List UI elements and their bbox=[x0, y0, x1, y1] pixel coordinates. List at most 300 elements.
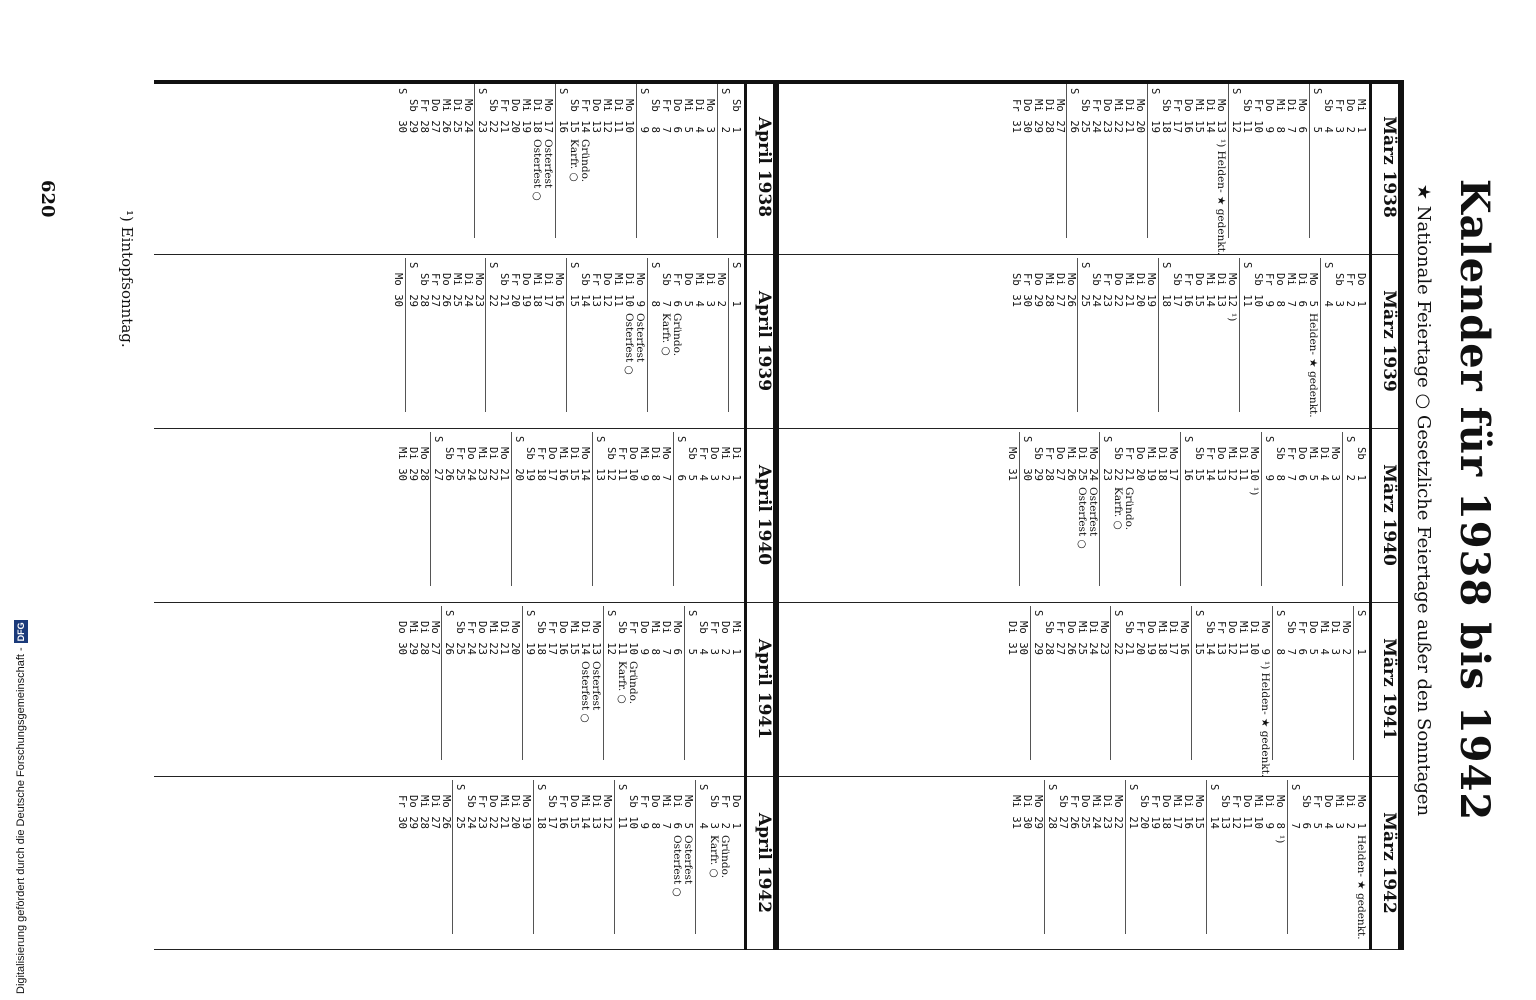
day-entry: S2 bbox=[1344, 436, 1356, 481]
day-entry: Sb26 bbox=[443, 447, 456, 481]
day-entry: Sb4 bbox=[1322, 99, 1334, 133]
day-entry: Mi7 bbox=[1285, 273, 1298, 307]
holiday-note: Osterfest bbox=[590, 661, 603, 711]
day-entry: Do6 bbox=[671, 99, 684, 133]
day-entry: Fr31 bbox=[1009, 99, 1022, 133]
day-entry: Do22 bbox=[1112, 273, 1125, 307]
day-entry: Mo24Osterfest bbox=[1086, 447, 1099, 537]
day-entry: Sb7Karfr. ○ bbox=[660, 273, 673, 356]
day-entry: S7 bbox=[1289, 784, 1301, 829]
day-entry: Do22 bbox=[487, 795, 500, 829]
day-entry: Mi15 bbox=[568, 621, 581, 655]
day-entry: Mo15 bbox=[1193, 795, 1206, 829]
day-entry: Fr30 bbox=[395, 795, 408, 829]
holiday-note: Osterfest bbox=[634, 313, 647, 363]
day-entry: Mo19 bbox=[520, 795, 533, 829]
day-entry: Do18 bbox=[1160, 795, 1173, 829]
day-entry: Fr2Gründo. bbox=[719, 795, 731, 879]
week-separator bbox=[1125, 780, 1126, 934]
day-entry: S11 bbox=[1241, 262, 1254, 307]
day-entry: Mi8 bbox=[1274, 99, 1287, 133]
day-entry: Di21 bbox=[1123, 99, 1136, 133]
month-heading: März 1938 bbox=[1379, 116, 1399, 218]
month-heading: April 1939 bbox=[754, 290, 774, 392]
page-title: Kalender für 1938 bis 1942 bbox=[1451, 178, 1498, 822]
day-entry: Do25 bbox=[1079, 795, 1092, 829]
week-separator bbox=[522, 606, 523, 760]
day-entry: Di9 bbox=[1263, 795, 1276, 829]
day-entry: Mi25 bbox=[1075, 621, 1088, 655]
day-entry: Sb8 bbox=[1274, 447, 1287, 481]
day-entry: Fr24 bbox=[465, 621, 478, 655]
calendar-grid bbox=[154, 80, 1404, 950]
day-entry: Sb1 bbox=[730, 99, 742, 133]
day-entry: S25 bbox=[454, 784, 467, 829]
day-entry: Di28 bbox=[417, 621, 430, 655]
day-entry: Do23 bbox=[476, 621, 489, 655]
week-separator bbox=[1147, 84, 1148, 238]
day-entry: Fr16 bbox=[1182, 273, 1195, 307]
day-entry: Sb28 bbox=[417, 273, 430, 307]
day-entry: S5 bbox=[1311, 88, 1323, 133]
day-entry: Mi29 bbox=[1031, 99, 1044, 133]
day-entry: S19 bbox=[1149, 88, 1162, 133]
day-entry: Mi18 bbox=[1156, 621, 1169, 655]
legend: ★ Nationale Feiertage ○ Gesetzliche Feiertage außer den Sonntagen bbox=[1413, 183, 1434, 817]
day-entry: Mi16 bbox=[557, 447, 570, 481]
day-entry: Do19 bbox=[1145, 621, 1158, 655]
day-entry: Fr10Gründo. bbox=[627, 621, 640, 705]
day-entry: Mi12 bbox=[1226, 447, 1239, 481]
day-entry: Mo13Osterfest bbox=[590, 621, 603, 711]
day-entry: S26 bbox=[1068, 88, 1081, 133]
day-entry: Do23 bbox=[1101, 99, 1114, 133]
page-number: 620 bbox=[37, 180, 58, 218]
week-separator bbox=[1261, 432, 1262, 586]
week-separator bbox=[647, 258, 648, 412]
day-entry: Do5 bbox=[1307, 621, 1320, 655]
day-entry: Fr3 bbox=[1333, 99, 1345, 133]
day-entry: Di15 bbox=[568, 447, 581, 481]
day-entry: Sb31 bbox=[1009, 273, 1022, 307]
day-entry: Di27 bbox=[1053, 273, 1066, 307]
day-entry: Sb20 bbox=[1138, 795, 1151, 829]
day-entry: Di17 bbox=[542, 273, 555, 307]
day-entry: Fr23 bbox=[476, 795, 489, 829]
day-entry: S13 bbox=[594, 436, 607, 481]
day-entry: Di24 bbox=[1086, 621, 1099, 655]
day-entry: Fr14Gründo. bbox=[579, 99, 592, 183]
holiday-note: Osterfest bbox=[682, 835, 695, 885]
day-entry: Mo24 bbox=[461, 99, 474, 133]
week-separator bbox=[1320, 258, 1321, 412]
day-entry: Mo5Osterfest bbox=[682, 795, 695, 885]
day-entry: Mo16 bbox=[1178, 621, 1191, 655]
day-entry: Mi2 bbox=[719, 447, 731, 481]
day-entry: Di21 bbox=[498, 621, 511, 655]
day-entry: Do19 bbox=[520, 273, 533, 307]
week-separator bbox=[1228, 84, 1229, 238]
week-separator bbox=[1353, 606, 1354, 760]
week-separator bbox=[1272, 606, 1273, 760]
day-entry: S4 bbox=[1322, 262, 1334, 307]
day-entry: Di18 bbox=[1156, 447, 1169, 481]
week-separator bbox=[636, 84, 637, 238]
day-entry: Di18Osterfest ○ bbox=[531, 99, 544, 201]
day-entry: Di20 bbox=[1134, 273, 1147, 307]
day-entry: Do1 bbox=[730, 795, 742, 829]
day-entry: Mi11 bbox=[1237, 621, 1250, 655]
day-entry: Do26 bbox=[1064, 621, 1077, 655]
day-entry: Fr28 bbox=[417, 99, 430, 133]
day-entry: Di11 bbox=[612, 99, 625, 133]
holiday-note: Osterfest bbox=[542, 139, 555, 189]
day-entry: Fr27 bbox=[428, 273, 441, 307]
month-heading: April 1941 bbox=[754, 638, 774, 740]
day-entry: S22 bbox=[487, 262, 500, 307]
day-entry: Do20 bbox=[1134, 447, 1147, 481]
week-separator bbox=[511, 432, 512, 586]
week-separator bbox=[673, 432, 674, 586]
day-entry: Di29 bbox=[406, 447, 419, 481]
day-entry: Sb29 bbox=[1031, 447, 1044, 481]
day-entry: Sb7 bbox=[1285, 621, 1298, 655]
day-entry: Do13 bbox=[1215, 447, 1228, 481]
holiday-note: Karfr. ○ bbox=[616, 661, 629, 704]
day-entry: S2 bbox=[719, 88, 731, 133]
day-entry: Mi7 bbox=[660, 795, 673, 829]
day-entry: S29 bbox=[406, 262, 419, 307]
day-entry: Sb10 bbox=[627, 795, 640, 829]
day-entry: Sb3 bbox=[1333, 273, 1345, 307]
day-entry: S11 bbox=[616, 784, 629, 829]
day-entry: Do20 bbox=[509, 99, 522, 133]
holiday-note: ¹) bbox=[1226, 313, 1239, 322]
week-separator bbox=[1180, 432, 1181, 586]
day-entry: Do9 bbox=[638, 621, 651, 655]
holiday-note: Gründo. bbox=[627, 661, 640, 705]
day-entry: S27 bbox=[432, 436, 445, 481]
day-entry: Fr21Gründo. bbox=[1123, 447, 1136, 531]
day-entry: Di6Osterfest ○ bbox=[671, 795, 684, 897]
day-entry: Di31 bbox=[1005, 621, 1018, 655]
holiday-note: Osterfest bbox=[1086, 487, 1099, 537]
day-entry: Do9 bbox=[1263, 99, 1276, 133]
day-entry: Sb25 bbox=[454, 621, 467, 655]
day-entry: Mo1Helden- ★ gedenkt. bbox=[1355, 795, 1367, 940]
day-entry: Mo6 bbox=[1296, 99, 1309, 133]
day-entry: Do12 bbox=[601, 273, 614, 307]
day-entry: Mo2 bbox=[715, 273, 728, 307]
day-entry: S25 bbox=[1079, 262, 1092, 307]
day-entry: Fr17 bbox=[546, 621, 559, 655]
day-entry: Mo19 bbox=[1145, 273, 1158, 307]
day-entry: Mo2 bbox=[1340, 621, 1353, 655]
day-entry: Mi8 bbox=[649, 621, 662, 655]
holiday-note: Osterfest ○ bbox=[1075, 487, 1088, 549]
column-divider bbox=[154, 428, 1404, 429]
day-entry: Do27 bbox=[428, 99, 441, 133]
day-entry: Sb5 bbox=[686, 447, 698, 481]
day-entry: Sb18 bbox=[535, 621, 548, 655]
day-entry: Sb17 bbox=[546, 795, 559, 829]
holiday-note: ¹) bbox=[1248, 487, 1261, 496]
day-entry: Fr13 bbox=[590, 273, 603, 307]
day-entry: Mo9Osterfest bbox=[634, 273, 647, 363]
day-entry: Mo20 bbox=[509, 621, 522, 655]
day-entry: Mi21 bbox=[1123, 273, 1136, 307]
day-entry: Mo26 bbox=[1064, 273, 1077, 307]
day-entry: Di13 bbox=[1215, 273, 1228, 307]
day-entry: Mi12 bbox=[601, 99, 614, 133]
day-entry: Sb29 bbox=[406, 99, 419, 133]
day-entry: Sb1 bbox=[1355, 447, 1367, 481]
day-entry: S12 bbox=[605, 610, 618, 655]
day-entry: Di7 bbox=[660, 621, 673, 655]
month-heading: März 1941 bbox=[1379, 638, 1399, 740]
day-entry: Mi23 bbox=[476, 447, 489, 481]
day-entry: S15 bbox=[568, 262, 581, 307]
day-entry: Di25 bbox=[450, 99, 463, 133]
day-entry: Mo28 bbox=[417, 447, 430, 481]
column-divider bbox=[154, 80, 1404, 84]
day-entry: Sb15Karfr. ○ bbox=[568, 99, 581, 182]
month-heading: März 1939 bbox=[1379, 290, 1399, 392]
week-separator bbox=[614, 780, 615, 934]
day-entry: Mi28 bbox=[1042, 273, 1055, 307]
day-entry: Fr5 bbox=[1311, 795, 1323, 829]
march-header-rule bbox=[1369, 80, 1372, 950]
day-entry: Fr7 bbox=[1285, 447, 1298, 481]
day-entry: S15 bbox=[1193, 610, 1206, 655]
day-entry: Do1 bbox=[1355, 273, 1367, 307]
day-entry: Do5 bbox=[682, 273, 695, 307]
day-entry: Di28 bbox=[1042, 99, 1055, 133]
day-entry: Di17 bbox=[1167, 621, 1180, 655]
day-entry: Mo22 bbox=[1112, 795, 1125, 829]
day-entry: Do15 bbox=[568, 795, 581, 829]
day-entry: Sb17 bbox=[1171, 273, 1184, 307]
day-entry: Fr24 bbox=[1090, 99, 1103, 133]
day-entry: Mi5 bbox=[1307, 447, 1320, 481]
day-entry: Di3 bbox=[704, 273, 717, 307]
day-entry: Mo6 bbox=[671, 621, 684, 655]
day-entry: S4 bbox=[697, 784, 709, 829]
week-separator bbox=[1077, 258, 1078, 412]
day-entry: Sb6 bbox=[1300, 795, 1312, 829]
week-separator bbox=[1110, 606, 1111, 760]
day-entry: Di27 bbox=[428, 795, 441, 829]
holiday-note: Osterfest ○ bbox=[623, 313, 636, 375]
day-entry: Fr26 bbox=[1068, 795, 1081, 829]
day-entry: S21 bbox=[1127, 784, 1140, 829]
day-entry: S23 bbox=[476, 88, 489, 133]
week-separator bbox=[566, 258, 567, 412]
day-entry: Mo27 bbox=[428, 621, 441, 655]
week-separator bbox=[1191, 606, 1192, 760]
day-entry: Sb11 bbox=[1241, 99, 1254, 133]
month-heading: März 1942 bbox=[1379, 812, 1399, 914]
week-separator bbox=[1342, 432, 1343, 586]
holiday-note: Gründo. bbox=[671, 313, 684, 357]
day-entry: Mo31 bbox=[1005, 447, 1018, 481]
week-separator bbox=[684, 606, 685, 760]
month-heading: April 1942 bbox=[754, 812, 774, 914]
day-entry: Mi10 bbox=[1252, 795, 1265, 829]
day-entry: S8 bbox=[1274, 610, 1287, 655]
day-entry: Fr14 bbox=[1204, 447, 1217, 481]
day-entry: Do15 bbox=[1193, 273, 1206, 307]
holiday-note: Karfr. ○ bbox=[1112, 487, 1125, 530]
day-entry: Fr11 bbox=[616, 447, 629, 481]
day-entry: Mi26 bbox=[439, 99, 452, 133]
day-entry: S19 bbox=[524, 610, 537, 655]
week-separator bbox=[1066, 84, 1067, 238]
day-entry: Fr12 bbox=[1230, 795, 1243, 829]
day-entry: Mi19 bbox=[520, 99, 533, 133]
month-heading: April 1938 bbox=[754, 116, 774, 218]
day-entry: Fr30 bbox=[1020, 273, 1033, 307]
day-entry: Mi31 bbox=[1009, 795, 1022, 829]
day-entry: Sb14 bbox=[579, 273, 592, 307]
week-separator bbox=[603, 606, 604, 760]
holiday-note: Helden- ★ gedenkt. bbox=[1307, 313, 1320, 418]
day-entry: Di4 bbox=[1318, 447, 1331, 481]
day-entry: Do29 bbox=[1031, 273, 1044, 307]
day-entry: Di14 bbox=[1204, 99, 1217, 133]
day-entry: S9 bbox=[1263, 436, 1276, 481]
day-entry: Sb21 bbox=[1123, 621, 1136, 655]
holiday-note: Gründo. bbox=[719, 835, 731, 879]
day-entry: Di2 bbox=[1344, 795, 1356, 829]
day-entry: Mo30 bbox=[391, 273, 404, 307]
day-entry: Do12 bbox=[1226, 621, 1239, 655]
day-entry: Mo21 bbox=[498, 447, 511, 481]
day-entry: Sb13 bbox=[1219, 795, 1232, 829]
column-divider bbox=[154, 949, 1404, 950]
day-entry: Sb25 bbox=[1079, 99, 1092, 133]
day-entry: Di10 bbox=[1248, 621, 1261, 655]
week-separator bbox=[1030, 606, 1031, 760]
day-entry: Sb21 bbox=[498, 273, 511, 307]
day-entry: Mi18 bbox=[531, 273, 544, 307]
holiday-note: ¹) Helden- ★ gedenkt. bbox=[1259, 661, 1272, 778]
day-entry: Fr20 bbox=[1134, 621, 1147, 655]
week-separator bbox=[1158, 258, 1159, 412]
day-entry: Mo29 bbox=[1031, 795, 1044, 829]
day-entry: S30 bbox=[395, 88, 408, 133]
column-divider bbox=[154, 776, 1404, 777]
day-entry: Fr20 bbox=[509, 273, 522, 307]
day-entry: S16 bbox=[557, 88, 570, 133]
day-entry: Mo8¹) bbox=[1274, 795, 1287, 844]
day-entry: S14 bbox=[1208, 784, 1221, 829]
day-entry: S5 bbox=[686, 610, 698, 655]
holiday-note: Karfr. ○ bbox=[708, 835, 720, 878]
week-separator bbox=[485, 258, 486, 412]
week-separator bbox=[728, 258, 729, 412]
holiday-note: Helden- ★ gedenkt. bbox=[1355, 835, 1367, 940]
day-entry: Di11 bbox=[1237, 447, 1250, 481]
holiday-note: Osterfest ○ bbox=[579, 661, 592, 723]
week-separator bbox=[452, 780, 453, 934]
day-entry: S8 bbox=[649, 262, 662, 307]
day-entry: Di20 bbox=[509, 795, 522, 829]
day-entry: Mi3 bbox=[1333, 795, 1345, 829]
day-entry: Mo23 bbox=[1097, 621, 1110, 655]
april-header-rule bbox=[744, 80, 747, 950]
day-entry: Sb12 bbox=[605, 447, 618, 481]
day-entry: Fr2 bbox=[1344, 273, 1356, 307]
day-entry: Mo20 bbox=[1134, 99, 1147, 133]
day-entry: Mo12 bbox=[601, 795, 614, 829]
week-separator bbox=[430, 432, 431, 586]
day-entry: Fr6 bbox=[1296, 621, 1309, 655]
week-separator bbox=[1099, 432, 1100, 586]
day-entry: Sb8 bbox=[649, 99, 662, 133]
day-entry: Fr18 bbox=[535, 447, 548, 481]
day-entry: Mi11 bbox=[612, 273, 625, 307]
day-entry: Fr6Gründo. bbox=[671, 273, 684, 357]
week-separator bbox=[1239, 258, 1240, 412]
day-entry: Sb27 bbox=[1057, 795, 1070, 829]
day-entry: Mi26 bbox=[1064, 447, 1077, 481]
column-divider bbox=[154, 602, 1404, 603]
day-entry: Mi28 bbox=[417, 795, 430, 829]
day-entry: Do2 bbox=[719, 621, 731, 655]
day-entry: Mo30 bbox=[1016, 621, 1029, 655]
week-separator bbox=[441, 606, 442, 760]
day-entry: Sb3Karfr. ○ bbox=[708, 795, 720, 878]
day-entry: Mo7 bbox=[660, 447, 673, 481]
day-entry: Di7 bbox=[1285, 99, 1298, 133]
day-entry: Do11 bbox=[1241, 795, 1254, 829]
day-entry: Do30 bbox=[1020, 99, 1033, 133]
day-entry: Sb24 bbox=[465, 795, 478, 829]
day-entry: S18 bbox=[535, 784, 548, 829]
day-entry: Fr9 bbox=[638, 795, 651, 829]
day-entry: Mi19 bbox=[1145, 447, 1158, 481]
holiday-note: ¹) Helden- ★ gedenkt. bbox=[1215, 139, 1228, 256]
day-entry: Do26 bbox=[439, 273, 452, 307]
day-entry: Mi5 bbox=[682, 99, 695, 133]
day-entry: S28 bbox=[1046, 784, 1059, 829]
holiday-note: Karfr. ○ bbox=[660, 313, 673, 356]
day-entry: Di24 bbox=[461, 273, 474, 307]
day-entry: Di25Osterfest ○ bbox=[1075, 447, 1088, 549]
day-entry: Sb28 bbox=[1042, 621, 1055, 655]
day-entry: Mi15 bbox=[1193, 99, 1206, 133]
day-entry: S1 bbox=[730, 262, 742, 307]
day-entry: Mi22 bbox=[487, 621, 500, 655]
day-entry: S30 bbox=[1020, 436, 1033, 481]
holiday-note: ¹) bbox=[1274, 835, 1287, 844]
day-entry: Mo10¹) bbox=[1248, 447, 1261, 496]
day-entry: Mo10 bbox=[623, 99, 636, 133]
day-entry: Mi14 bbox=[579, 795, 592, 829]
day-entry: Sb22 bbox=[487, 99, 500, 133]
day-entry: Do16 bbox=[557, 621, 570, 655]
day-entry: Di30 bbox=[1020, 795, 1033, 829]
day-entry: Sb18 bbox=[1160, 99, 1173, 133]
day-entry: Fr16 bbox=[557, 795, 570, 829]
day-entry: S16 bbox=[1182, 436, 1195, 481]
day-entry: S12 bbox=[1230, 88, 1243, 133]
day-entry: Di8 bbox=[649, 447, 662, 481]
day-entry: S9 bbox=[638, 88, 651, 133]
day-entry: S23 bbox=[1101, 436, 1114, 481]
day-entry: S20 bbox=[513, 436, 526, 481]
